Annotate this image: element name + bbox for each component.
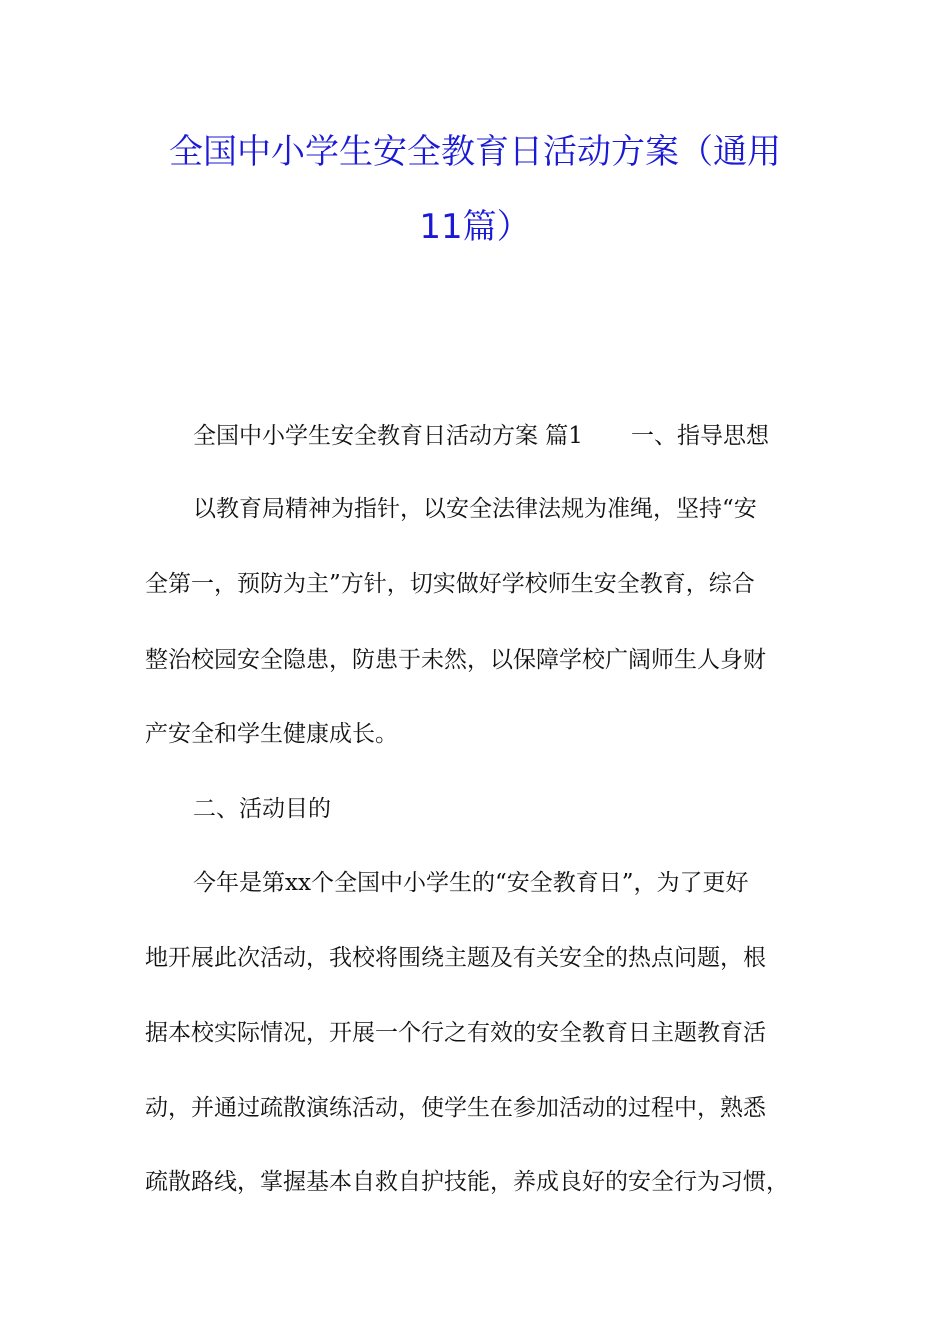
section-heading-line [193,421,769,451]
paragraph-2-line-1: 今年是第xx个全国中小学生的“安全教育日”，为了更好 [193,870,749,896]
paragraph-2-line-5: 疏散路线，掌握基本自救自护技能，养成良好的安全行为习惯， [145,1169,789,1195]
document-title-line-1: 全国中小学生安全教育日活动方案（通用 [169,132,781,172]
paragraph-2-line-2: 地开展此次活动，我校将围绕主题及有关安全的热点问题，根 [145,945,766,971]
paragraph-1-line-3: 整治校园安全隐患，防患于未然，以保障学校广阔师生人身财 [145,647,766,673]
paragraph-2-line-3: 据本校实际情况，开展一个行之有效的安全教育日主题教育活 [145,1020,766,1046]
paragraph-1-line-1: 以教育局精神为指针，以安全法律法规为准绳，坚持“安 [193,496,757,522]
section-heading: 全国中小学生安全教育日活动方案 篇1 [193,423,583,449]
paragraph-2-line-4: 动，并通过疏散演练活动，使学生在参加活动的过程中，熟悉 [145,1095,766,1121]
paragraph-1-line-2: 全第一，预防为主”方针，切实做好学校师生安全教育，综合 [145,571,755,597]
heading-activity-purpose: 二、活动目的 [193,796,331,822]
paragraph-1-line-4: 产安全和学生健康成长。 [145,721,398,747]
heading-guiding-ideology: 一、指导思想 [630,423,769,449]
document-title-line-2: 11篇） [419,207,531,247]
